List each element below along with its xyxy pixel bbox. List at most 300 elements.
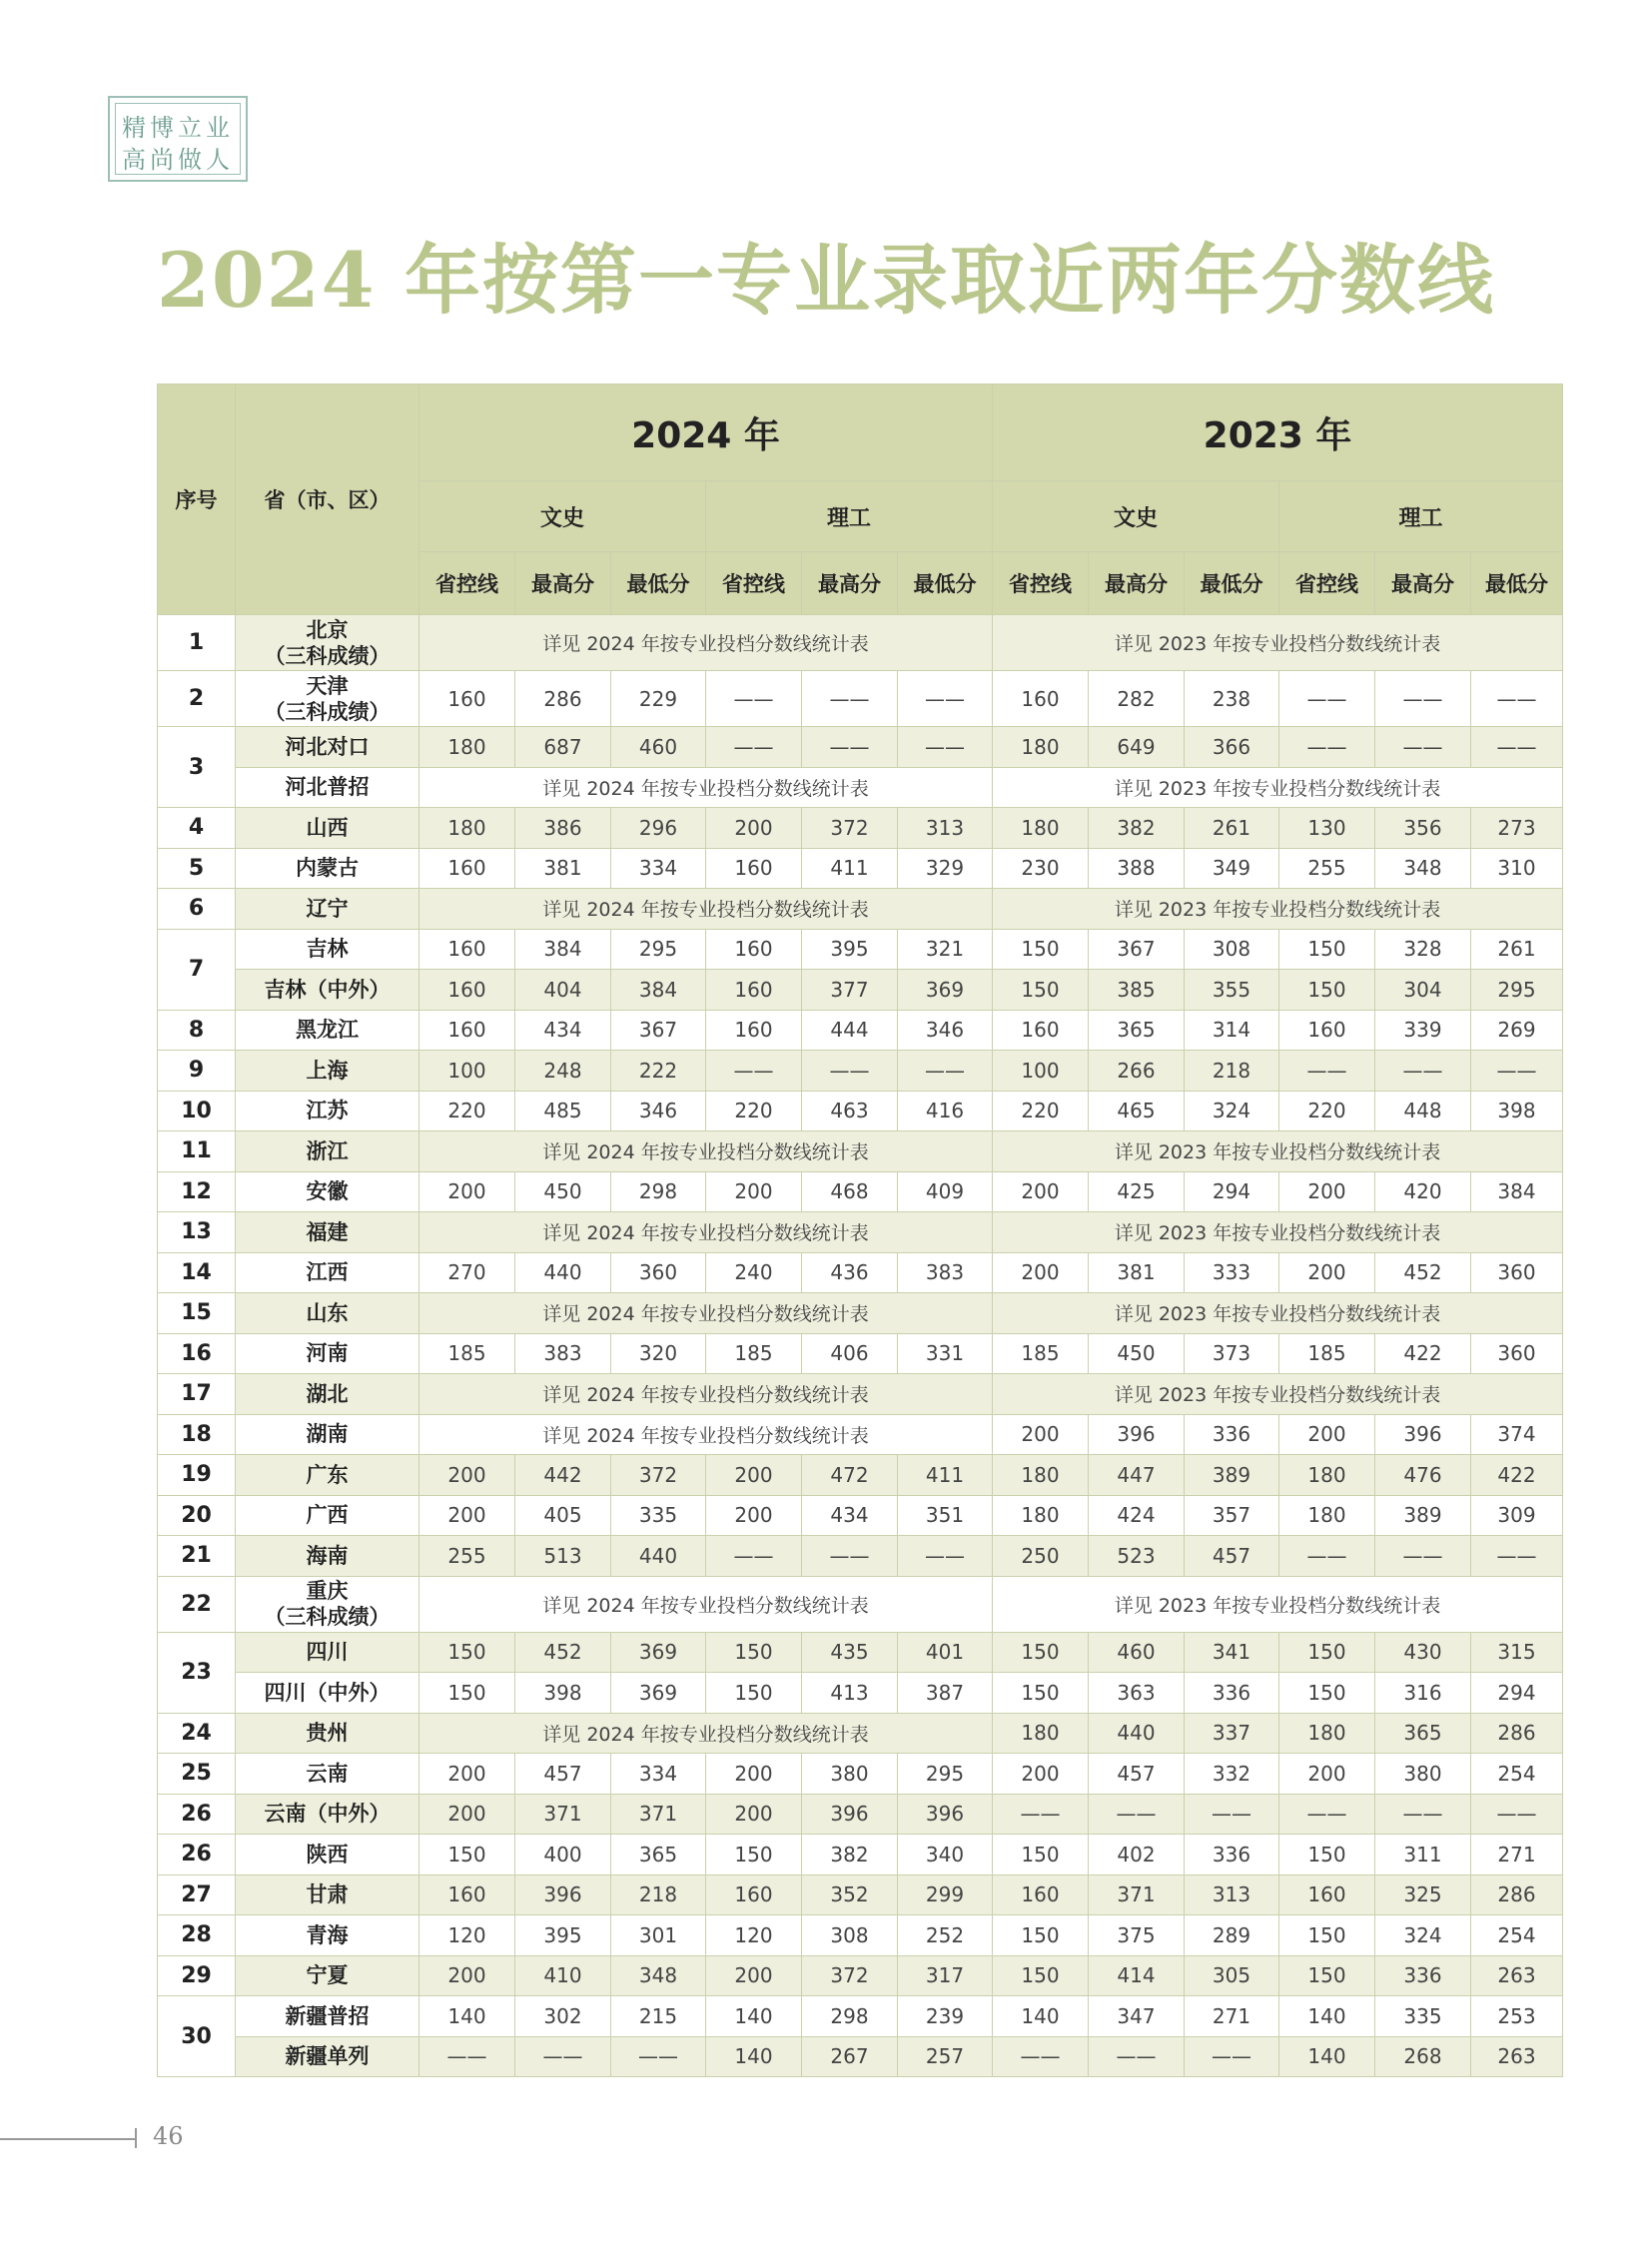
score-cell: 405 — [515, 1495, 611, 1536]
score-cell: —— — [1471, 1051, 1563, 1092]
page-title: 2024 年按第一专业录取近两年分数线 — [157, 236, 1495, 325]
score-cell: 160 — [1279, 1010, 1375, 1051]
score-cell: 396 — [1089, 1414, 1185, 1455]
score-cell: 160 — [419, 929, 515, 970]
motto-stamp — [108, 96, 248, 182]
see-detail-note-2023: 详见 2023 年按专业投档分数线统计表 — [993, 1212, 1563, 1253]
province-cell: 山东 — [236, 1293, 419, 1334]
score-cell: 263 — [1471, 1955, 1563, 1996]
metric-header: 最低分 — [898, 552, 993, 615]
score-cell: —— — [802, 1051, 898, 1092]
score-cell: 381 — [1089, 1252, 1185, 1293]
score-cell: 150 — [1279, 929, 1375, 970]
score-cell: —— — [1375, 1536, 1471, 1577]
table-row — [158, 1051, 1563, 1092]
score-cell: 389 — [1375, 1495, 1471, 1536]
score-cell: 294 — [1471, 1673, 1563, 1714]
score-cell: 296 — [611, 808, 706, 849]
group-header-ligong-2023: 理工 — [1279, 481, 1563, 552]
score-cell: 395 — [802, 929, 898, 970]
score-cell: 215 — [611, 1996, 706, 2037]
row-index: 29 — [158, 1955, 236, 1996]
score-cell: 253 — [1471, 1996, 1563, 2037]
province-cell: 贵州 — [236, 1713, 419, 1754]
table-row — [158, 1495, 1563, 1536]
metric-header: 省控线 — [1279, 552, 1375, 615]
score-cell: 220 — [1279, 1091, 1375, 1131]
score-cell: 386 — [515, 808, 611, 849]
score-cell: 286 — [1471, 1874, 1563, 1915]
score-cell: 398 — [1471, 1091, 1563, 1131]
score-cell: 352 — [802, 1874, 898, 1915]
score-cell: —— — [802, 1536, 898, 1577]
score-cell: 150 — [706, 1673, 802, 1714]
score-cell: 371 — [611, 1794, 706, 1835]
score-cell: 396 — [515, 1874, 611, 1915]
score-cell: 410 — [515, 1955, 611, 1996]
metric-header: 最低分 — [1471, 552, 1563, 615]
province-cell: 海南 — [236, 1536, 419, 1577]
score-cell: 220 — [419, 1091, 515, 1131]
score-cell: —— — [1185, 1794, 1279, 1835]
score-cell: 369 — [611, 1673, 706, 1714]
row-index: 20 — [158, 1495, 236, 1536]
score-cell: 150 — [419, 1632, 515, 1673]
score-cell: 346 — [898, 1010, 993, 1051]
score-cell: 649 — [1089, 727, 1185, 768]
score-cell: 200 — [419, 1794, 515, 1835]
province-cell: 湖北 — [236, 1374, 419, 1415]
score-cell: 185 — [1279, 1333, 1375, 1374]
province-cell: 云南 — [236, 1754, 419, 1795]
metric-header: 最低分 — [611, 552, 706, 615]
score-cell: —— — [1279, 1051, 1375, 1092]
score-cell: —— — [1279, 671, 1375, 727]
score-cell: 309 — [1471, 1495, 1563, 1536]
see-detail-note-2024: 详见 2024 年按专业投档分数线统计表 — [419, 1293, 993, 1334]
score-cell: 180 — [993, 727, 1089, 768]
score-cell: 140 — [706, 1996, 802, 2037]
score-cell: 331 — [898, 1333, 993, 1374]
score-cell: —— — [898, 727, 993, 768]
score-cell: 150 — [706, 1632, 802, 1673]
score-cell: 257 — [898, 2036, 993, 2077]
score-cell: 150 — [1279, 1673, 1375, 1714]
score-cell: 308 — [802, 1915, 898, 1956]
province-cell: 河北对口 — [236, 727, 419, 768]
score-cell: 381 — [515, 848, 611, 889]
score-cell: —— — [1471, 1536, 1563, 1577]
score-cell: —— — [1471, 671, 1563, 727]
score-cell: 346 — [611, 1091, 706, 1131]
table-row — [158, 1374, 1563, 1415]
score-cell: 360 — [1471, 1252, 1563, 1293]
metric-header: 省控线 — [419, 552, 515, 615]
province-cell: 广西 — [236, 1495, 419, 1536]
row-index: 5 — [158, 848, 236, 889]
score-cell: 180 — [1279, 1713, 1375, 1754]
table-row — [158, 889, 1563, 930]
score-cell: 304 — [1375, 970, 1471, 1011]
table-row — [158, 1632, 1563, 1673]
province-cell: 辽宁 — [236, 889, 419, 930]
score-cell: 185 — [419, 1333, 515, 1374]
score-cell: 180 — [1279, 1455, 1375, 1496]
table-row — [158, 615, 1563, 671]
score-cell: 460 — [611, 727, 706, 768]
footer-rule — [0, 2138, 135, 2140]
province-cell: 浙江 — [236, 1131, 419, 1172]
see-detail-note-2024: 详见 2024 年按专业投档分数线统计表 — [419, 1576, 993, 1632]
score-cell: 160 — [993, 1874, 1089, 1915]
score-cell: 238 — [1185, 671, 1279, 727]
table-row — [158, 1794, 1563, 1835]
score-cell: 150 — [1279, 1632, 1375, 1673]
score-cell: 430 — [1375, 1632, 1471, 1673]
score-cell: —— — [1375, 1051, 1471, 1092]
score-cell: 374 — [1471, 1414, 1563, 1455]
table-row — [158, 1713, 1563, 1754]
score-cell: 384 — [1471, 1171, 1563, 1212]
score-cell: 313 — [898, 808, 993, 849]
table-row — [158, 808, 1563, 849]
see-detail-note-2023: 详见 2023 年按专业投档分数线统计表 — [993, 889, 1563, 930]
score-cell: 150 — [993, 1915, 1089, 1956]
score-cell: 447 — [1089, 1455, 1185, 1496]
score-cell: 150 — [993, 1673, 1089, 1714]
footer-tick — [135, 2128, 137, 2148]
score-cell: 267 — [802, 2036, 898, 2077]
score-cell: 380 — [1375, 1754, 1471, 1795]
score-cell: 357 — [1185, 1495, 1279, 1536]
score-cell: 230 — [993, 848, 1089, 889]
score-cell: 150 — [419, 1673, 515, 1714]
score-cell: 320 — [611, 1333, 706, 1374]
score-cell: 200 — [419, 1455, 515, 1496]
score-cell: —— — [802, 671, 898, 727]
table-row — [158, 1673, 1563, 1714]
score-cell: 200 — [1279, 1754, 1375, 1795]
province-cell: 安徽 — [236, 1171, 419, 1212]
score-cell: 286 — [515, 671, 611, 727]
score-cell: 160 — [706, 1010, 802, 1051]
province-cell: 黑龙江 — [236, 1010, 419, 1051]
score-cell: —— — [1279, 727, 1375, 768]
score-cell: 120 — [419, 1915, 515, 1956]
table-row — [158, 1955, 1563, 1996]
score-cell: 384 — [515, 929, 611, 970]
score-cell: 160 — [419, 1874, 515, 1915]
province-cell: 广东 — [236, 1455, 419, 1496]
score-cell: 457 — [1185, 1536, 1279, 1577]
score-cell: 452 — [515, 1632, 611, 1673]
score-cell: —— — [1471, 727, 1563, 768]
table-row — [158, 1536, 1563, 1577]
table-row — [158, 2036, 1563, 2077]
table-row — [158, 1333, 1563, 1374]
score-cell: 200 — [993, 1252, 1089, 1293]
province-cell: 上海 — [236, 1051, 419, 1092]
score-cell: —— — [993, 2036, 1089, 2077]
score-cell: —— — [1089, 1794, 1185, 1835]
score-cell: 411 — [802, 848, 898, 889]
score-cell: 409 — [898, 1171, 993, 1212]
score-cell: 160 — [706, 848, 802, 889]
score-cell: 457 — [1089, 1754, 1185, 1795]
score-cell: 436 — [802, 1252, 898, 1293]
score-cell: 185 — [706, 1333, 802, 1374]
score-cell: 398 — [515, 1673, 611, 1714]
score-cell: 387 — [898, 1673, 993, 1714]
score-cell: —— — [1279, 1794, 1375, 1835]
row-index: 14 — [158, 1252, 236, 1293]
row-index: 17 — [158, 1374, 236, 1415]
score-cell: 485 — [515, 1091, 611, 1131]
year-header-2023: 2023 年 — [993, 384, 1563, 481]
score-cell: 180 — [1279, 1495, 1375, 1536]
score-cell: 299 — [898, 1874, 993, 1915]
score-cell: 200 — [419, 1171, 515, 1212]
score-cell: 513 — [515, 1536, 611, 1577]
province-cell: 江西 — [236, 1252, 419, 1293]
table-row — [158, 1091, 1563, 1131]
group-header-wenshi-2023: 文史 — [993, 481, 1279, 552]
province-cell: 山西 — [236, 808, 419, 849]
see-detail-note-2024: 详见 2024 年按专业投档分数线统计表 — [419, 1212, 993, 1253]
score-cell: 365 — [611, 1835, 706, 1875]
score-cell: 200 — [706, 1754, 802, 1795]
score-cell: 160 — [419, 848, 515, 889]
score-cell: 324 — [1185, 1091, 1279, 1131]
score-cell: 375 — [1089, 1915, 1185, 1956]
score-cell: 434 — [802, 1495, 898, 1536]
score-cell: 395 — [515, 1915, 611, 1956]
score-cell: 200 — [706, 808, 802, 849]
score-cell: 372 — [802, 1955, 898, 1996]
score-cell: 160 — [993, 1010, 1089, 1051]
score-cell: 252 — [898, 1915, 993, 1956]
score-cell: 347 — [1089, 1996, 1185, 2037]
score-cell: 220 — [993, 1091, 1089, 1131]
score-cell: 100 — [419, 1051, 515, 1092]
score-cell: 218 — [1185, 1051, 1279, 1092]
score-cell: 150 — [993, 970, 1089, 1011]
score-cell: 372 — [802, 808, 898, 849]
score-cell: 348 — [611, 1955, 706, 1996]
score-cell: 254 — [1471, 1915, 1563, 1956]
score-cell: 420 — [1375, 1171, 1471, 1212]
score-cell: 295 — [1471, 970, 1563, 1011]
score-cell: 335 — [1375, 1996, 1471, 2037]
score-cell: 450 — [1089, 1333, 1185, 1374]
score-cell: 365 — [1089, 1010, 1185, 1051]
score-cell: —— — [1185, 2036, 1279, 2077]
score-cell: 440 — [515, 1252, 611, 1293]
score-cell: 180 — [993, 808, 1089, 849]
table-row — [158, 1212, 1563, 1253]
score-cell: 271 — [1471, 1835, 1563, 1875]
score-cell: 336 — [1375, 1955, 1471, 1996]
score-cell: 150 — [993, 1955, 1089, 1996]
score-cell: 324 — [1375, 1915, 1471, 1956]
score-cell: 434 — [515, 1010, 611, 1051]
col-header-province: 省（市、区） — [236, 384, 419, 615]
score-cell: 250 — [993, 1536, 1089, 1577]
province-cell: 青海 — [236, 1915, 419, 1956]
score-cell: 382 — [802, 1835, 898, 1875]
score-cell: 465 — [1089, 1091, 1185, 1131]
row-index: 18 — [158, 1414, 236, 1455]
score-cell: 200 — [706, 1455, 802, 1496]
score-cell: —— — [898, 1051, 993, 1092]
table-row — [158, 1414, 1563, 1455]
score-cell: 295 — [611, 929, 706, 970]
score-cell: 180 — [419, 727, 515, 768]
score-cell: 463 — [802, 1091, 898, 1131]
score-cell: 310 — [1471, 848, 1563, 889]
score-cell: 305 — [1185, 1955, 1279, 1996]
score-cell: 356 — [1375, 808, 1471, 849]
see-detail-note-2023: 详见 2023 年按专业投档分数线统计表 — [993, 1576, 1563, 1632]
score-cell: 200 — [419, 1495, 515, 1536]
score-cell: 140 — [419, 1996, 515, 2037]
score-cell: 313 — [1185, 1874, 1279, 1915]
score-cell: —— — [611, 2036, 706, 2077]
score-cell: 140 — [706, 2036, 802, 2077]
score-cell: 200 — [419, 1754, 515, 1795]
province-cell: 内蒙古 — [236, 848, 419, 889]
province-cell: 重庆 （三科成绩） — [236, 1576, 419, 1632]
score-cell: 371 — [1089, 1874, 1185, 1915]
score-cell: —— — [706, 1536, 802, 1577]
score-cell: 220 — [706, 1091, 802, 1131]
score-cell: 185 — [993, 1333, 1089, 1374]
row-index: 23 — [158, 1632, 236, 1713]
score-cell: 301 — [611, 1915, 706, 1956]
score-cell: 222 — [611, 1051, 706, 1092]
score-cell: 200 — [1279, 1171, 1375, 1212]
row-index: 8 — [158, 1010, 236, 1051]
table-row — [158, 767, 1563, 808]
score-cell: —— — [706, 727, 802, 768]
row-index: 19 — [158, 1455, 236, 1496]
score-cell: 180 — [419, 808, 515, 849]
score-cell: —— — [802, 727, 898, 768]
table-row — [158, 1874, 1563, 1915]
score-cell: 180 — [993, 1495, 1089, 1536]
table-row — [158, 1010, 1563, 1051]
province-cell: 河北普招 — [236, 767, 419, 808]
row-index: 10 — [158, 1091, 236, 1131]
province-cell: 吉林（中外） — [236, 970, 419, 1011]
score-cell: 367 — [1089, 929, 1185, 970]
table-row — [158, 1252, 1563, 1293]
province-cell: 甘肃 — [236, 1874, 419, 1915]
score-cell: 286 — [1471, 1713, 1563, 1754]
row-index: 15 — [158, 1293, 236, 1334]
province-cell: 江苏 — [236, 1091, 419, 1131]
score-cell: 396 — [1375, 1414, 1471, 1455]
score-cell: 351 — [898, 1495, 993, 1536]
table-row — [158, 929, 1563, 970]
score-cell: 240 — [706, 1252, 802, 1293]
score-cell: 160 — [1279, 1874, 1375, 1915]
score-cell: 120 — [706, 1915, 802, 1956]
score-table — [157, 383, 1563, 2077]
score-cell: 218 — [611, 1874, 706, 1915]
province-cell: 北京 （三科成绩） — [236, 615, 419, 671]
score-cell: 476 — [1375, 1455, 1471, 1496]
score-cell: 340 — [898, 1835, 993, 1875]
row-index: 27 — [158, 1874, 236, 1915]
year-header-2024: 2024 年 — [419, 384, 993, 481]
province-cell: 陕西 — [236, 1835, 419, 1875]
score-cell: 200 — [1279, 1252, 1375, 1293]
table-row — [158, 671, 1563, 727]
score-cell: 442 — [515, 1455, 611, 1496]
row-index: 22 — [158, 1576, 236, 1632]
score-cell: —— — [515, 2036, 611, 2077]
score-cell: 239 — [898, 1996, 993, 2037]
score-cell: 321 — [898, 929, 993, 970]
col-header-index: 序号 — [158, 384, 236, 615]
see-detail-note-2024: 详见 2024 年按专业投档分数线统计表 — [419, 889, 993, 930]
score-cell: 100 — [993, 1051, 1089, 1092]
score-cell: 389 — [1185, 1455, 1279, 1496]
see-detail-note-2024: 详见 2024 年按专业投档分数线统计表 — [419, 767, 993, 808]
score-cell: 130 — [1279, 808, 1375, 849]
row-index: 24 — [158, 1713, 236, 1754]
score-cell: 229 — [611, 671, 706, 727]
see-detail-note-2024: 详见 2024 年按专业投档分数线统计表 — [419, 1374, 993, 1415]
score-cell: 316 — [1375, 1673, 1471, 1714]
score-cell: 150 — [993, 1835, 1089, 1875]
score-cell: 348 — [1375, 848, 1471, 889]
row-index: 11 — [158, 1131, 236, 1172]
group-header-wenshi-2024: 文史 — [419, 481, 706, 552]
metric-header: 最低分 — [1185, 552, 1279, 615]
score-cell: 200 — [1279, 1414, 1375, 1455]
metric-header: 最高分 — [802, 552, 898, 615]
score-cell: 369 — [611, 1632, 706, 1673]
table-row — [158, 848, 1563, 889]
score-cell: —— — [1375, 727, 1471, 768]
score-cell: —— — [1089, 2036, 1185, 2077]
score-cell: 401 — [898, 1632, 993, 1673]
table-row — [158, 1754, 1563, 1795]
score-cell: 180 — [993, 1455, 1089, 1496]
see-detail-note-2023: 详见 2023 年按专业投档分数线统计表 — [993, 615, 1563, 671]
score-cell: 289 — [1185, 1915, 1279, 1956]
province-cell: 天津 （三科成绩） — [236, 671, 419, 727]
see-detail-note-2024: 详见 2024 年按专业投档分数线统计表 — [419, 1713, 993, 1754]
score-cell: 372 — [611, 1455, 706, 1496]
score-cell: —— — [1471, 1794, 1563, 1835]
score-cell: 468 — [802, 1171, 898, 1212]
province-cell: 四川 — [236, 1632, 419, 1673]
score-cell: 337 — [1185, 1713, 1279, 1754]
score-cell: 414 — [1089, 1955, 1185, 1996]
score-cell: —— — [898, 671, 993, 727]
province-cell: 四川（中外） — [236, 1673, 419, 1714]
score-cell: 298 — [611, 1171, 706, 1212]
score-cell: 160 — [419, 970, 515, 1011]
score-cell: 363 — [1089, 1673, 1185, 1714]
score-cell: 160 — [419, 1010, 515, 1051]
score-cell: 150 — [1279, 1835, 1375, 1875]
table-row — [158, 1996, 1563, 2037]
score-cell: 302 — [515, 1996, 611, 2037]
